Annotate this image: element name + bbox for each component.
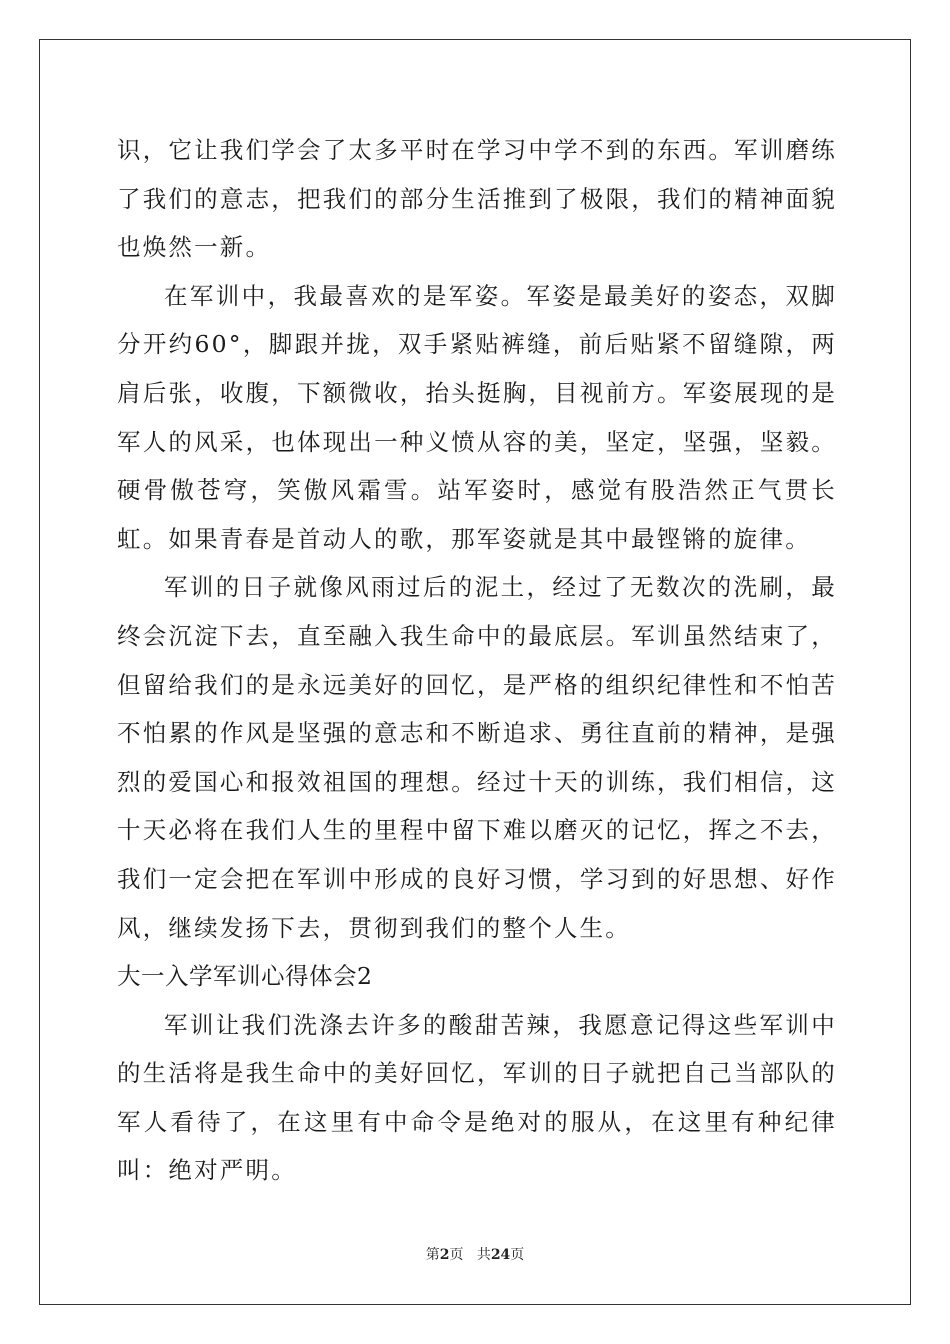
total-pages-number: 24 <box>490 1247 511 1263</box>
document-body <box>117 126 837 1195</box>
paragraph-continued: 识，它让我们学会了太多平时在学习中学不到的东西。军训磨练了我们的意志，把我们的部分生活推到了极限，我们的精神面貌也焕然一新。 <box>117 136 837 262</box>
current-page-number: 2 <box>439 1247 450 1263</box>
paragraph-training-days: 军训的日子就像风雨过后的泥土，经过了无数次的洗刷，最终会沉淀下去，直至融入我生命中的最底层。军训虽然结束了，但留给我们的是永远美好的回忆，是严格的组织纪律性和不怕苦不怕累的作风是坚强的意志和不断追求、勇往直前的精神，是强烈的爱国心和报效祖国的理想。经过十天的训练，我们相信，这十天必将在我们人生的里程中留下难以磨灭的记忆，挥之不去，我们一定会把在军训中形成的良好习惯，学习到的好思想、好作风，继续发扬下去，贯彻到我们的整个人生。 <box>117 573 837 942</box>
footer-total-prefix: 共 <box>476 1247 491 1263</box>
footer-total-suffix: 页 <box>510 1247 525 1263</box>
paragraph-section-intro: 军训让我们洗涤去许多的酸甜苦辣，我愿意记得这些军训中的生活将是我生命中的美好回忆，军训的日子就把自己当部队的军人看待了，在这里有中命令是绝对的服从，在这里有种纪律叫：绝对严明。 <box>117 1010 837 1185</box>
paragraph-military-posture: 在军训中，我最喜欢的是军姿。军姿是最美好的姿态，双脚分开约60°，脚跟并拢，双手紧贴裤缝，前后贴紧不留缝隙，两肩后张，收腹，下额微收，抬头挺胸，目视前方。军姿展现的是军人的风采，也体现出一种义愤从容的美，坚定，坚强，坚毅。硬骨傲苍穹，笑傲风霜雪。站军姿时，感觉有股浩然正气贯长虹。如果青春是首动人的歌，那军姿就是其中最铿锵的旋律。 <box>117 281 837 553</box>
section-heading: 大一入学军训心得体会2 <box>117 962 373 991</box>
footer-page-suffix: 页 <box>449 1247 464 1263</box>
footer-prefix: 第 <box>425 1247 440 1263</box>
page-footer <box>0 1244 950 1264</box>
